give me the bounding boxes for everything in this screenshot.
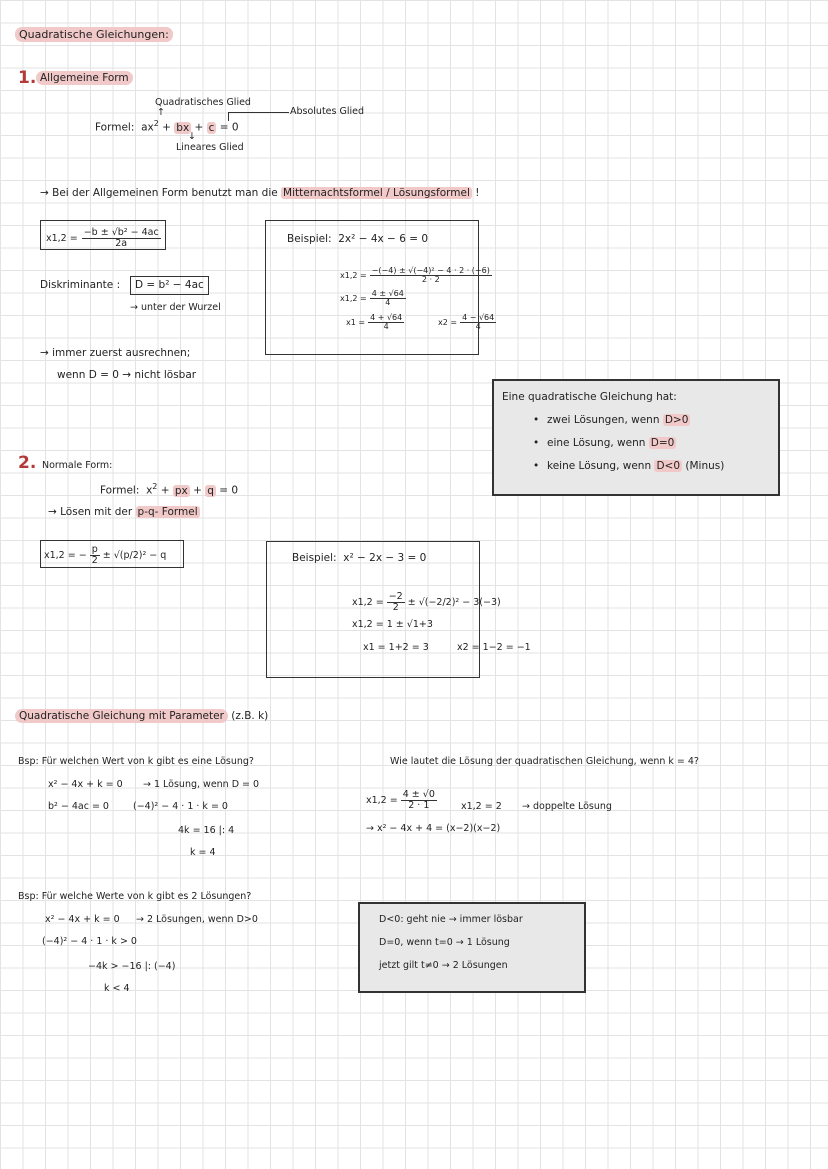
param-q2-line-1b: → 2 Lösungen, wenn D>0: [136, 914, 258, 925]
summary-item-one-solution: • eine Lösung, wenn D=0: [533, 437, 675, 449]
param-q1-line-1b: → 1 Lösung, wenn D = 0: [143, 779, 260, 790]
summary-title: Eine quadratische Gleichung hat:: [502, 391, 677, 403]
param-q2-line-4: k < 4: [104, 983, 130, 994]
example-2-step-2: x1,2 = 1 ± √1+3: [352, 619, 433, 630]
example-2-equation: Beispiel: x² − 2x − 3 = 0: [292, 552, 427, 564]
example-1-step-1: x1,2 = $\frac{\text{−(−4) ± √(−4)² − 4 · 2 · (−6)}}{2 \cdot 2}$: [340, 266, 490, 285]
param-q1-line-1a: x² − 4x + k = 0: [48, 779, 123, 790]
param-question-2: Bsp: Für welche Werte von k gibt es 2 Lösungen?: [18, 891, 252, 902]
formula-normal-form: Formel: $x^2$ + px + q = 0: [100, 482, 239, 497]
rule-d-negative: D<0: geht nie → immer lösbar: [379, 914, 523, 925]
note-pq-formula: → Lösen mit der p-q- Formel: [48, 506, 198, 518]
param-q1-line-4: k = 4: [190, 847, 216, 858]
discriminant-formula: D = b² − 4ac: [130, 276, 209, 295]
discriminant-label: Diskriminante :: [40, 279, 121, 291]
example-1-step-x1: x1 = $\frac{4 + √64}{4}$: [346, 313, 403, 332]
param-q2-line-1a: x² − 4x + k = 0: [45, 914, 120, 925]
discriminant-note: → unter der Wurzel: [130, 302, 221, 313]
summary-item-no-solution: • keine Lösung, wenn D<0 (Minus): [533, 460, 725, 472]
param-q3-line-1: x1,2 = $\frac{4 \pm √0}{2 \cdot 1}$: [366, 789, 435, 811]
example-2-step-x2: x2 = 1−2 = −1: [457, 642, 531, 653]
arrow-down-icon: ↓: [188, 131, 196, 142]
param-q1-line-2a: b² − 4ac = 0: [48, 801, 109, 812]
example-1-equation: Beispiel: 2x² − 4x − 6 = 0: [287, 233, 429, 245]
param-question-1: Bsp: Für welchen Wert von k gibt es eine Lösung?: [18, 756, 254, 767]
label-linear-term: Lineares Glied: [176, 142, 244, 153]
param-q2-line-3: −4k > −16 |: (−4): [88, 961, 176, 972]
param-q3-double-solution: → doppelte Lösung: [522, 801, 612, 812]
summary-item-two-solutions: • zwei Lösungen, wenn D>0: [533, 414, 689, 426]
section-3-heading: Quadratische Gleichung mit Parameter (z.B. k): [15, 710, 268, 723]
param-q1-line-2b: (−4)² − 4 · 1 · k = 0: [133, 801, 228, 812]
formula-general-form: Formel: $ax^2$ + bx + c = 0: [95, 119, 239, 134]
example-1-step-2: x1,2 = $\frac{4 \pm √64}{4}$: [340, 289, 404, 308]
remark-compute-first: → immer zuerst ausrechnen;: [40, 347, 191, 359]
example-2-step-1: x1,2 = $\frac{-2}{2}$ ± √(−2/2)² − 3(−3): [352, 591, 501, 613]
remark-not-solvable: wenn D = 0 → nicht lösbar: [57, 369, 197, 381]
note-midnight-formula: → Bei der Allgemeinen Form benutzt man die Mitternachtsformel / Lösungsformel !: [40, 187, 480, 199]
example-2-step-x1: x1 = 1+2 = 3: [363, 642, 429, 653]
arrow-up-icon: ↑: [157, 107, 165, 118]
label-quadratic-term: Quadratisches Glied: [155, 97, 251, 108]
section-2-heading: Normale Form:: [42, 460, 113, 471]
example-1-step-x2: x2 = $\frac{4 - √64}{4}$: [438, 313, 495, 332]
midnight-formula: x1,2 = $\frac{\text{−b ± √b² − 4ac}}{2a}$: [46, 227, 159, 249]
rule-d-zero: D=0, wenn t=0 → 1 Lösung: [379, 937, 510, 948]
rule-t-nonzero: jetzt gilt t≠0 → 2 Lösungen: [379, 960, 508, 971]
page-title: Quadratische Gleichungen:: [15, 28, 173, 41]
param-question-3: Wie lautet die Lösung der quadratischen Gleichung, wenn k = 4?: [390, 756, 699, 767]
pq-formula: x1,2 = − $\frac{p}{2}$ ± √(p/2)² − q: [44, 544, 167, 566]
section-2-number: 2.: [18, 453, 37, 473]
section-1-heading: Allgemeine Form: [36, 72, 133, 85]
section-1-number: 1.: [18, 68, 37, 88]
param-q3-line-2: → x² − 4x + 4 = (x−2)(x−2): [366, 823, 501, 834]
param-q2-line-2: (−4)² − 4 · 1 · k > 0: [42, 936, 137, 947]
param-q3-result: x1,2 = 2: [461, 801, 502, 812]
label-absolute-term: Absolutes Glied: [290, 106, 365, 117]
param-q1-line-3: 4k = 16 |: 4: [178, 825, 235, 836]
